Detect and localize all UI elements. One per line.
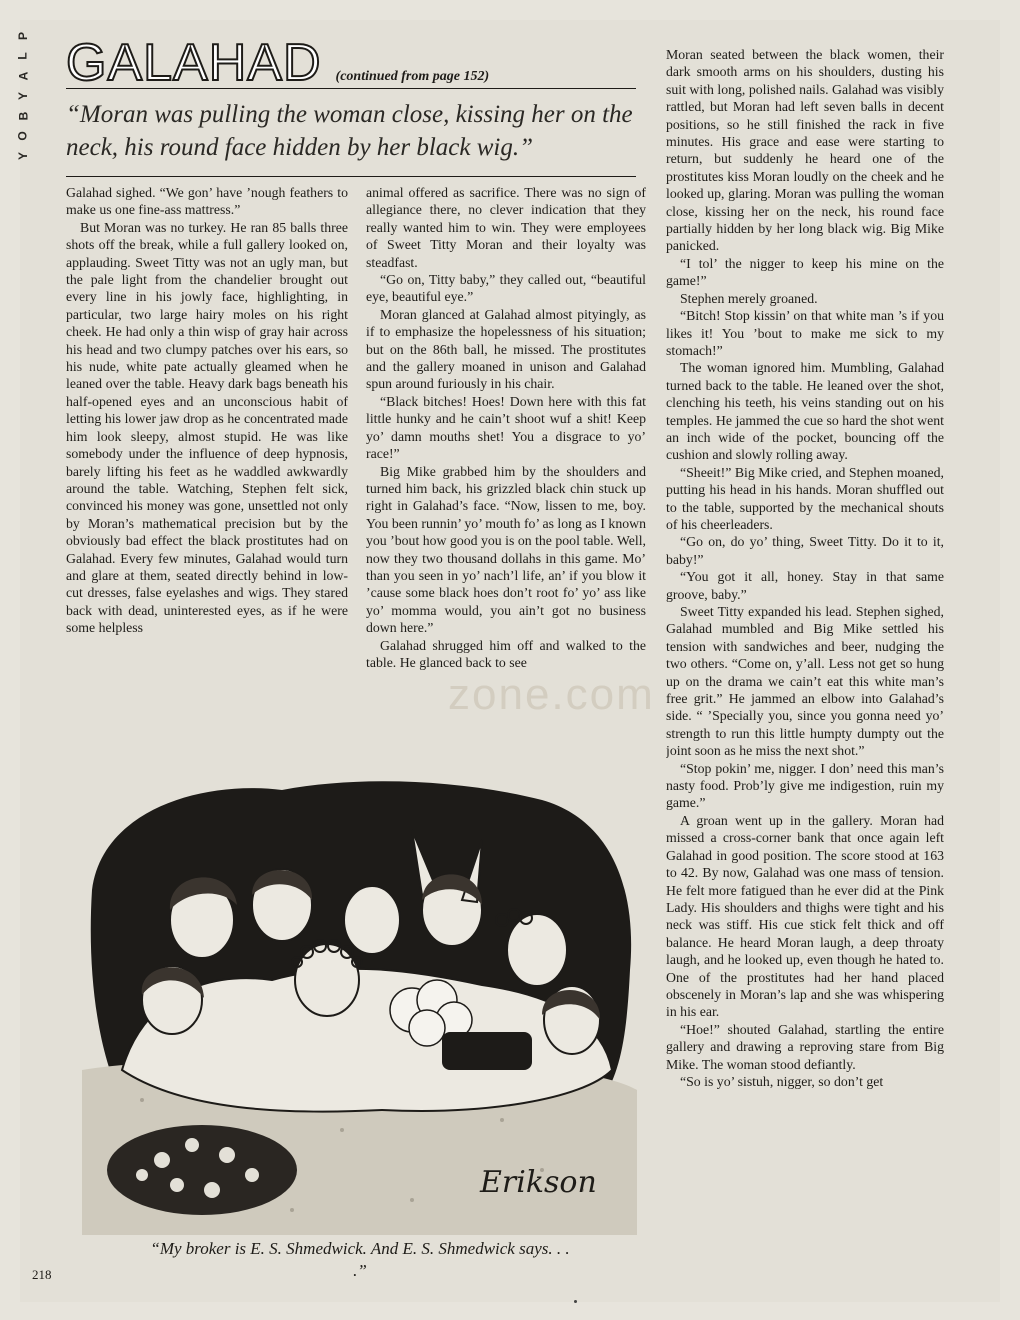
continued-note: (continued from page 152) bbox=[335, 69, 490, 84]
mag-letter: Y bbox=[15, 91, 30, 101]
artist-signature: Erikson bbox=[480, 1165, 597, 1200]
paragraph: Galahad sighed. “We gon’ have ’nough feathers to make us one fine-ass mattress.” bbox=[66, 185, 348, 218]
page-number: 218 bbox=[32, 1267, 52, 1282]
paragraph: But Moran was no turkey. He ran 85 balls three shots off the break, while a full gallery looked on, applauding. Sweet Titty was not an ugly man, but the pale light from the chandelier brought out every line in his jowly face, highlighting, in particular, two large hairy moles on his right cheek. He had only a thin wisp of gray hair across his head and two clumpy patches over his ears, so his nude, white pate actually gleamed when he leaned over the table. Heavy dark bags beneath his half-opened eyes and an unconscious habit of letting his lower jaw drop as he concentrated made him look sleepy, almost stupid. He was like somebody under the influence of deep hypnosis, barely lifting his feet as he waddled awkwardly around the table. Watching, Stephen felt sick, convinced his money was gone, unsettled not only by Moran’s mathematical precision but by the obviously bad effect the black prostitutes had on Galahad. Every few minutes, Galahad would turn and glare at them, seated directly behind in low-cut dresses, false eyelashes and wigs. They stared back with dead, uninterested eyes, as if he were some helpless bbox=[66, 219, 348, 636]
text-column-2 bbox=[366, 184, 646, 732]
magazine-name-vertical bbox=[14, 28, 32, 164]
mag-letter: B bbox=[15, 111, 30, 121]
article-header bbox=[66, 34, 636, 92]
paragraph: “I tol’ the nigger to keep his mine on the game!” bbox=[666, 255, 944, 289]
paragraph: “Sheeit!” Big Mike cried, and Stephen moaned, putting his head in his hands. Moran shuffled out to the table, supported by the mechanical shouts of his cheerleaders. bbox=[666, 464, 944, 532]
paragraph: Moran seated between the black women, their dark smooth arms on his shoulders, dusting his suit with long, polished nails. Galahad was visibly rattled, but Moran had left seven balls in decent positions, so he still finished the rack in five minutes. His grace and ease were starting to return, but suddenly he heard one of the prostitutes kiss Moran loudly on the cheek and he looked up, glaring. Moran was pulling the woman close, kissing her on the neck, his round face partially hidden by her long black wig. Big Mike panicked. bbox=[666, 47, 944, 254]
mag-letter: L bbox=[16, 52, 30, 60]
paragraph: “Stop pokin’ me, nigger. I don’ need this man’s nasty food. Prob’ly give me indigestion, ruin my game.” bbox=[666, 760, 944, 811]
text-column-3 bbox=[666, 46, 944, 1282]
paragraph: “So is yo’ sistuh, nigger, so don’t get bbox=[680, 1073, 884, 1089]
paragraph: Big Mike grabbed him by the shoulders and turned him back, his grizzled black chin stuck up right in Galahad’s face. “Now, lissen to me, boy. You been runnin’ yo’ mouth fo’ as long as I known you ’bout how good you is on the pool table. Well, now they two thousand dollahs in this game. Mo’ than you seen in yo’ nach’l life, an’ if you blow it ’cause some black hoes don’t root fo’ yo’ ass like yo’ momma would, you ain’t got no business down here.” bbox=[366, 463, 646, 636]
paragraph: “Go on, do yo’ thing, Sweet Titty. Do it to it, baby!” bbox=[666, 534, 944, 567]
watermark: zone.com bbox=[448, 670, 655, 719]
paragraph: Stephen merely groaned. bbox=[680, 290, 818, 306]
paragraph: The woman ignored him. Mumbling, Galahad turned back to the table. He leaned over the shot, clenching his teeth, his veins standing out on his temples. He jammed the cue so hard the shot went an inch wide of the pocket, bouncing off the cushion and slowly rolling away. bbox=[666, 360, 944, 463]
mag-letter: P bbox=[15, 31, 30, 41]
paragraph: “Bitch! Stop kissin’ on that white man ’s if you likes it! You ’bout to make me sick to my stomach!” bbox=[666, 308, 944, 358]
mag-letter: Y bbox=[15, 151, 30, 161]
paragraph: Galahad shrugged him off and walked to the table. He glanced back to see bbox=[366, 637, 646, 670]
paragraph: Moran glanced at Galahad almost pityingly, as if to emphasize the hopelessness of his situation; but on the 86th ball, he missed. The prostitutes and the gallery moaned in unison and Galahad spun around furiously in his chair. bbox=[366, 306, 646, 392]
mag-letter: O bbox=[16, 131, 30, 141]
paragraph: “Black bitches! Hoes! Down here with this fat little hunky and he cain’t shoot wuf a shit! Keep yo’ damn mouths shet! You a disgrace to yo’ race!” bbox=[366, 393, 646, 462]
mag-letter: A bbox=[15, 71, 30, 81]
paragraph: animal offered as sacrifice. There was no sign of allegiance there, no clever indication that they really wanted him to win. They were employees of Sweet Titty Moran and their loyalty was steadfast. bbox=[366, 185, 646, 270]
paragraph: “You got it all, honey. Stay in that same groove, baby.” bbox=[666, 569, 944, 602]
article-title: GALAHAD bbox=[66, 34, 322, 92]
printer-mark bbox=[574, 1300, 577, 1303]
paragraph: “Go on, Titty baby,” they called out, “beautiful eye, beautiful eye.” bbox=[366, 272, 646, 305]
paragraph: A groan went up in the gallery. Moran had missed a cross-corner bank that once again left Galahad in good position. The score stood at 163 to 42. By now, Galahad was one mass of tension. He felt more fatigued than he ever did at the Pink Lady. His shoulders and thighs were tight and his neck was stiff. His cue stick felt thick and off balance. He heard Moran laugh, a deep throaty laugh, and he looked up, even though he hated to. One of the prostitutes had her hand placed obscenely in Moran’s lap and she was whispering in his ear. bbox=[666, 812, 944, 1020]
cartoon-caption: “My broker is E. S. Shmedwick. And E. S. Shmedwick says. . . .” bbox=[150, 1239, 570, 1280]
paragraph: “Hoe!” shouted Galahad, startling the entire gallery and drawing a reproving stare from Big Mike. The woman stood defiantly. bbox=[666, 1021, 944, 1072]
text-column-1 bbox=[66, 184, 348, 732]
pull-quote-rule bbox=[66, 176, 636, 177]
header-rule bbox=[66, 88, 636, 89]
pull-quote: “Moran was pulling the woman close, kissing her on the neck, his round face hidden by her black wig.” bbox=[66, 101, 633, 161]
paragraph: Sweet Titty expanded his lead. Stephen sighed, Galahad mumbled and Big Mike settled his tension with sandwiches and beer, nudging the two others. “Come on, y’all. Less not get so hung up on the drama we cain’t eat this white man’s free grit.” He jammed an elbow into Galahad’s side. “ ’Specially you, since you gonna need yo’ strength to run this little humpty dumpty out the joint soon as he miss the next shot.” bbox=[666, 604, 944, 759]
